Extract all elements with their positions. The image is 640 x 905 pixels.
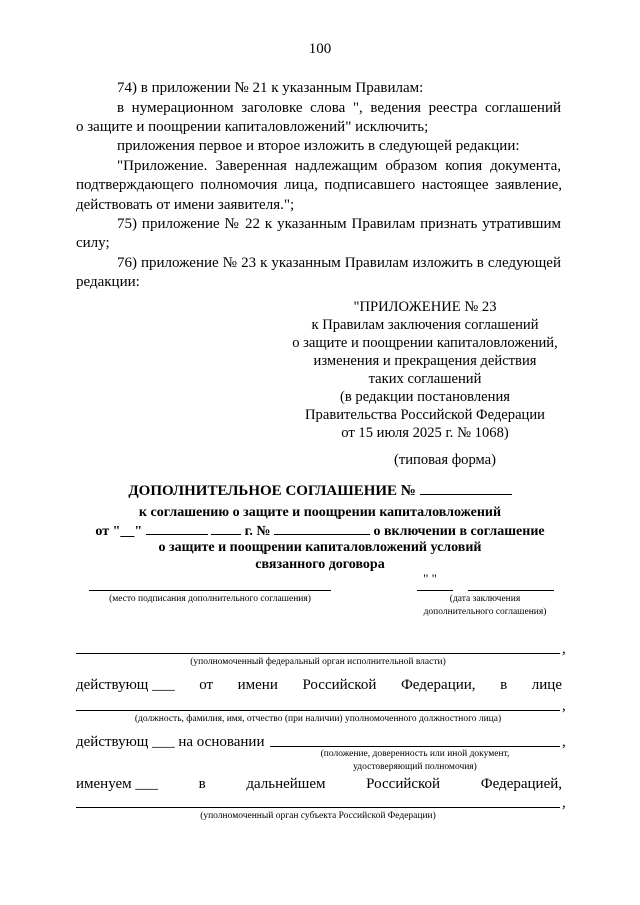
subtitle-line-4: связанного договора <box>255 557 385 572</box>
fed-body-line <box>76 653 560 654</box>
appendix-line: изменения и прекращения действия <box>313 353 537 369</box>
official-caption: (должность, фамилия, имя, отчество (при наличии) уполномоченного должностного лица) <box>134 714 502 724</box>
para-76-line-1: 76) приложение № 23 к указанным Правилам изложить в следующей <box>117 255 561 271</box>
appendix-line: (в редакции постановления <box>340 389 510 405</box>
para-74-line-2: в нумерационном заголовке слова ", ведения реестра соглашений <box>117 100 561 116</box>
doc-caption-2: удостоверяющий полномочия) <box>353 762 477 772</box>
para-75-line-1: 75) приложение № 22 к указанным Правилам признать утратившим <box>117 216 561 232</box>
acting-word: Федерации, <box>400 677 476 693</box>
agreement-heading-text: ДОПОЛНИТЕЛЬНОЕ СОГЛАШЕНИЕ № <box>128 483 416 499</box>
para-74-line-4: приложения первое и второе изложить в следующей редакции: <box>117 138 520 154</box>
fed-body-caption: (уполномоченный федеральный орган исполнительной власти) <box>190 657 446 667</box>
acting-word: в <box>500 677 508 693</box>
official-line <box>76 710 560 711</box>
acting-word: Российской <box>302 677 377 693</box>
comma: , <box>562 698 566 714</box>
quote-line-3: действовать от имени заявителя."; <box>76 197 295 213</box>
place-line <box>89 590 331 591</box>
doc-caption-1: (положение, доверенность или иной документ, <box>320 749 510 759</box>
subtitle-line-1: к соглашению о защите и поощрении капиталовложений <box>138 505 502 520</box>
form-type: (типовая форма) <box>394 452 496 468</box>
basis-line <box>270 746 560 747</box>
subject-caption: (уполномоченный орган субъекта Российской Федерации) <box>200 811 436 821</box>
acting-basis-text: действующ ___ на основании <box>76 734 265 750</box>
comma: , <box>562 734 566 750</box>
appendix-line: от 15 июля 2025 г. № 1068) <box>341 425 509 441</box>
named-word: именуем ___ <box>76 776 158 792</box>
month-blank <box>146 521 208 535</box>
appendix-line: о защите и поощрении капиталовложений, <box>292 335 558 351</box>
acting-word: имени <box>237 677 278 693</box>
appendix-line: Правительства Российской Федерации <box>305 407 545 423</box>
named-word: в <box>198 776 206 792</box>
appendix-line: таких соглашений <box>368 371 482 387</box>
month-year-line <box>468 590 554 591</box>
page-number: 100 <box>308 41 332 57</box>
para-76-line-2: редакции: <box>76 274 140 290</box>
day-line <box>417 590 453 591</box>
appendix-title: "ПРИЛОЖЕНИЕ № 23 <box>353 299 497 315</box>
subtitle-line-3: о защите и поощрении капиталовложений условий <box>158 540 482 555</box>
acting-word: от <box>199 677 214 693</box>
date-prefix: от "__" <box>95 524 143 539</box>
year-blank <box>211 521 241 535</box>
acting-word: действующ ___ <box>76 677 175 693</box>
para-74-line-3: о защите и поощрении капиталовложений" исключить; <box>76 119 429 135</box>
named-row <box>76 776 562 793</box>
date-caption-2: дополнительного соглашения) <box>423 607 547 617</box>
comma: , <box>562 641 566 657</box>
number-prefix: г. № <box>244 524 271 539</box>
number-blank <box>274 521 370 535</box>
comma: , <box>562 795 566 811</box>
para-74-line-1: 74) в приложении № 21 к указанным Правилам: <box>117 80 424 96</box>
agreement-heading <box>0 481 640 500</box>
para-75-line-2: силу; <box>76 235 110 251</box>
appendix-line: к Правилам заключения соглашений <box>311 317 539 333</box>
date-caption-1: (дата заключения <box>449 594 521 604</box>
acting-word: лице <box>531 677 562 693</box>
subtitle-line-2 <box>0 521 640 541</box>
subject-line <box>76 807 560 808</box>
acting-row <box>76 677 562 694</box>
named-word: Федерацией, <box>480 776 562 792</box>
place-caption: (место подписания дополнительного соглашения) <box>109 594 311 604</box>
subtitle-tail: о включении в соглашение <box>373 524 545 539</box>
date-quotes: " " <box>423 571 437 586</box>
quote-line-2: подтверждающего полномочия лица, подписавшего настоящее заявление, <box>76 177 562 193</box>
agreement-number-blank <box>420 481 512 495</box>
quote-line-1: "Приложение. Заверенная надлежащим образом копия документа, <box>117 158 561 174</box>
named-word: Российской <box>366 776 441 792</box>
named-word: дальнейшем <box>246 776 326 792</box>
